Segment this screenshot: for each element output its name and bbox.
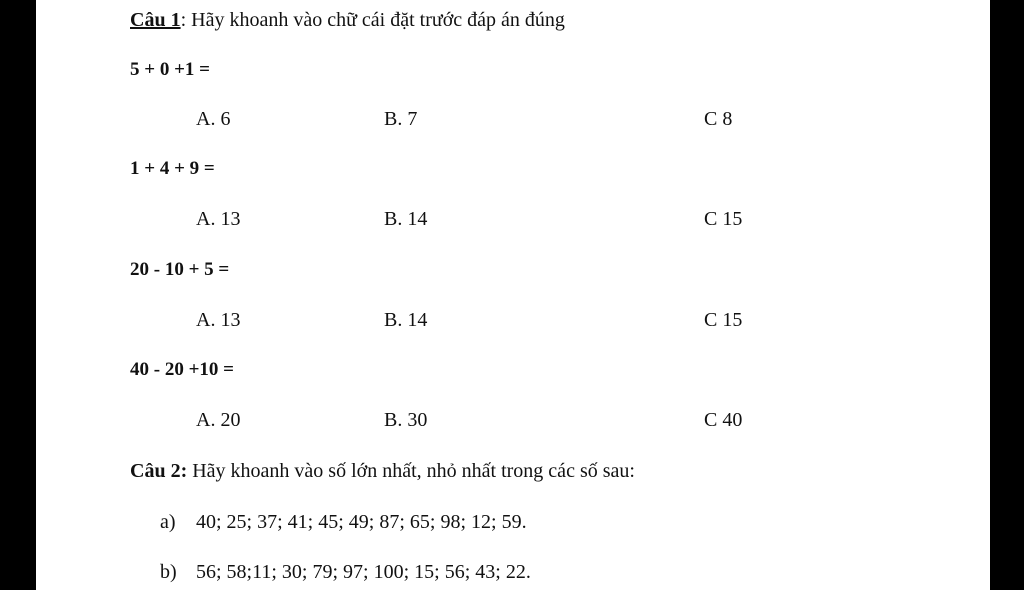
question-1-title [130,8,565,32]
problem-3-option-c: C 15 [704,309,743,331]
problem-3-option-a: A. 13 [196,309,241,331]
problem-1-option-b: B. 7 [384,108,418,130]
problem-1-expression: 5 + 0 +1 = [130,59,210,80]
list-item-b-marker: b) [160,561,177,583]
problem-3-option-b: B. 14 [384,309,428,331]
problem-4-option-a: A. 20 [196,409,241,431]
problem-3-expression: 20 - 10 + 5 = [130,259,230,280]
list-item-a-numbers: 40; 25; 37; 41; 45; 49; 87; 65; 98; 12; 59. [196,511,527,533]
document-page [36,0,990,590]
problem-2-option-a: A. 13 [196,208,241,230]
problem-2-option-c: C 15 [704,208,743,230]
problem-1-option-c: C 8 [704,108,733,130]
list-item-b-numbers: 56; 58;11; 30; 79; 97; 100; 15; 56; 43; 22. [196,561,531,583]
problem-4-expression: 40 - 20 +10 = [130,359,234,380]
problem-4-option-b: B. 30 [384,409,428,431]
problem-2-expression: 1 + 4 + 9 = [130,158,215,179]
question-2-title [130,459,635,483]
problem-2-option-b: B. 14 [384,208,428,230]
question-2-label: Câu 2: [130,460,188,482]
list-item-a-marker: a) [160,511,176,533]
question-2-instruction: Hãy khoanh vào số lớn nhất, nhỏ nhất trong các số sau: [187,460,635,482]
problem-4-option-c: C 40 [704,409,743,431]
problem-1-option-a: A. 6 [196,108,231,130]
question-1-instruction: : Hãy khoanh vào chữ cái đặt trước đáp án đúng [180,9,565,31]
question-1-label: Câu 1 [130,9,181,31]
